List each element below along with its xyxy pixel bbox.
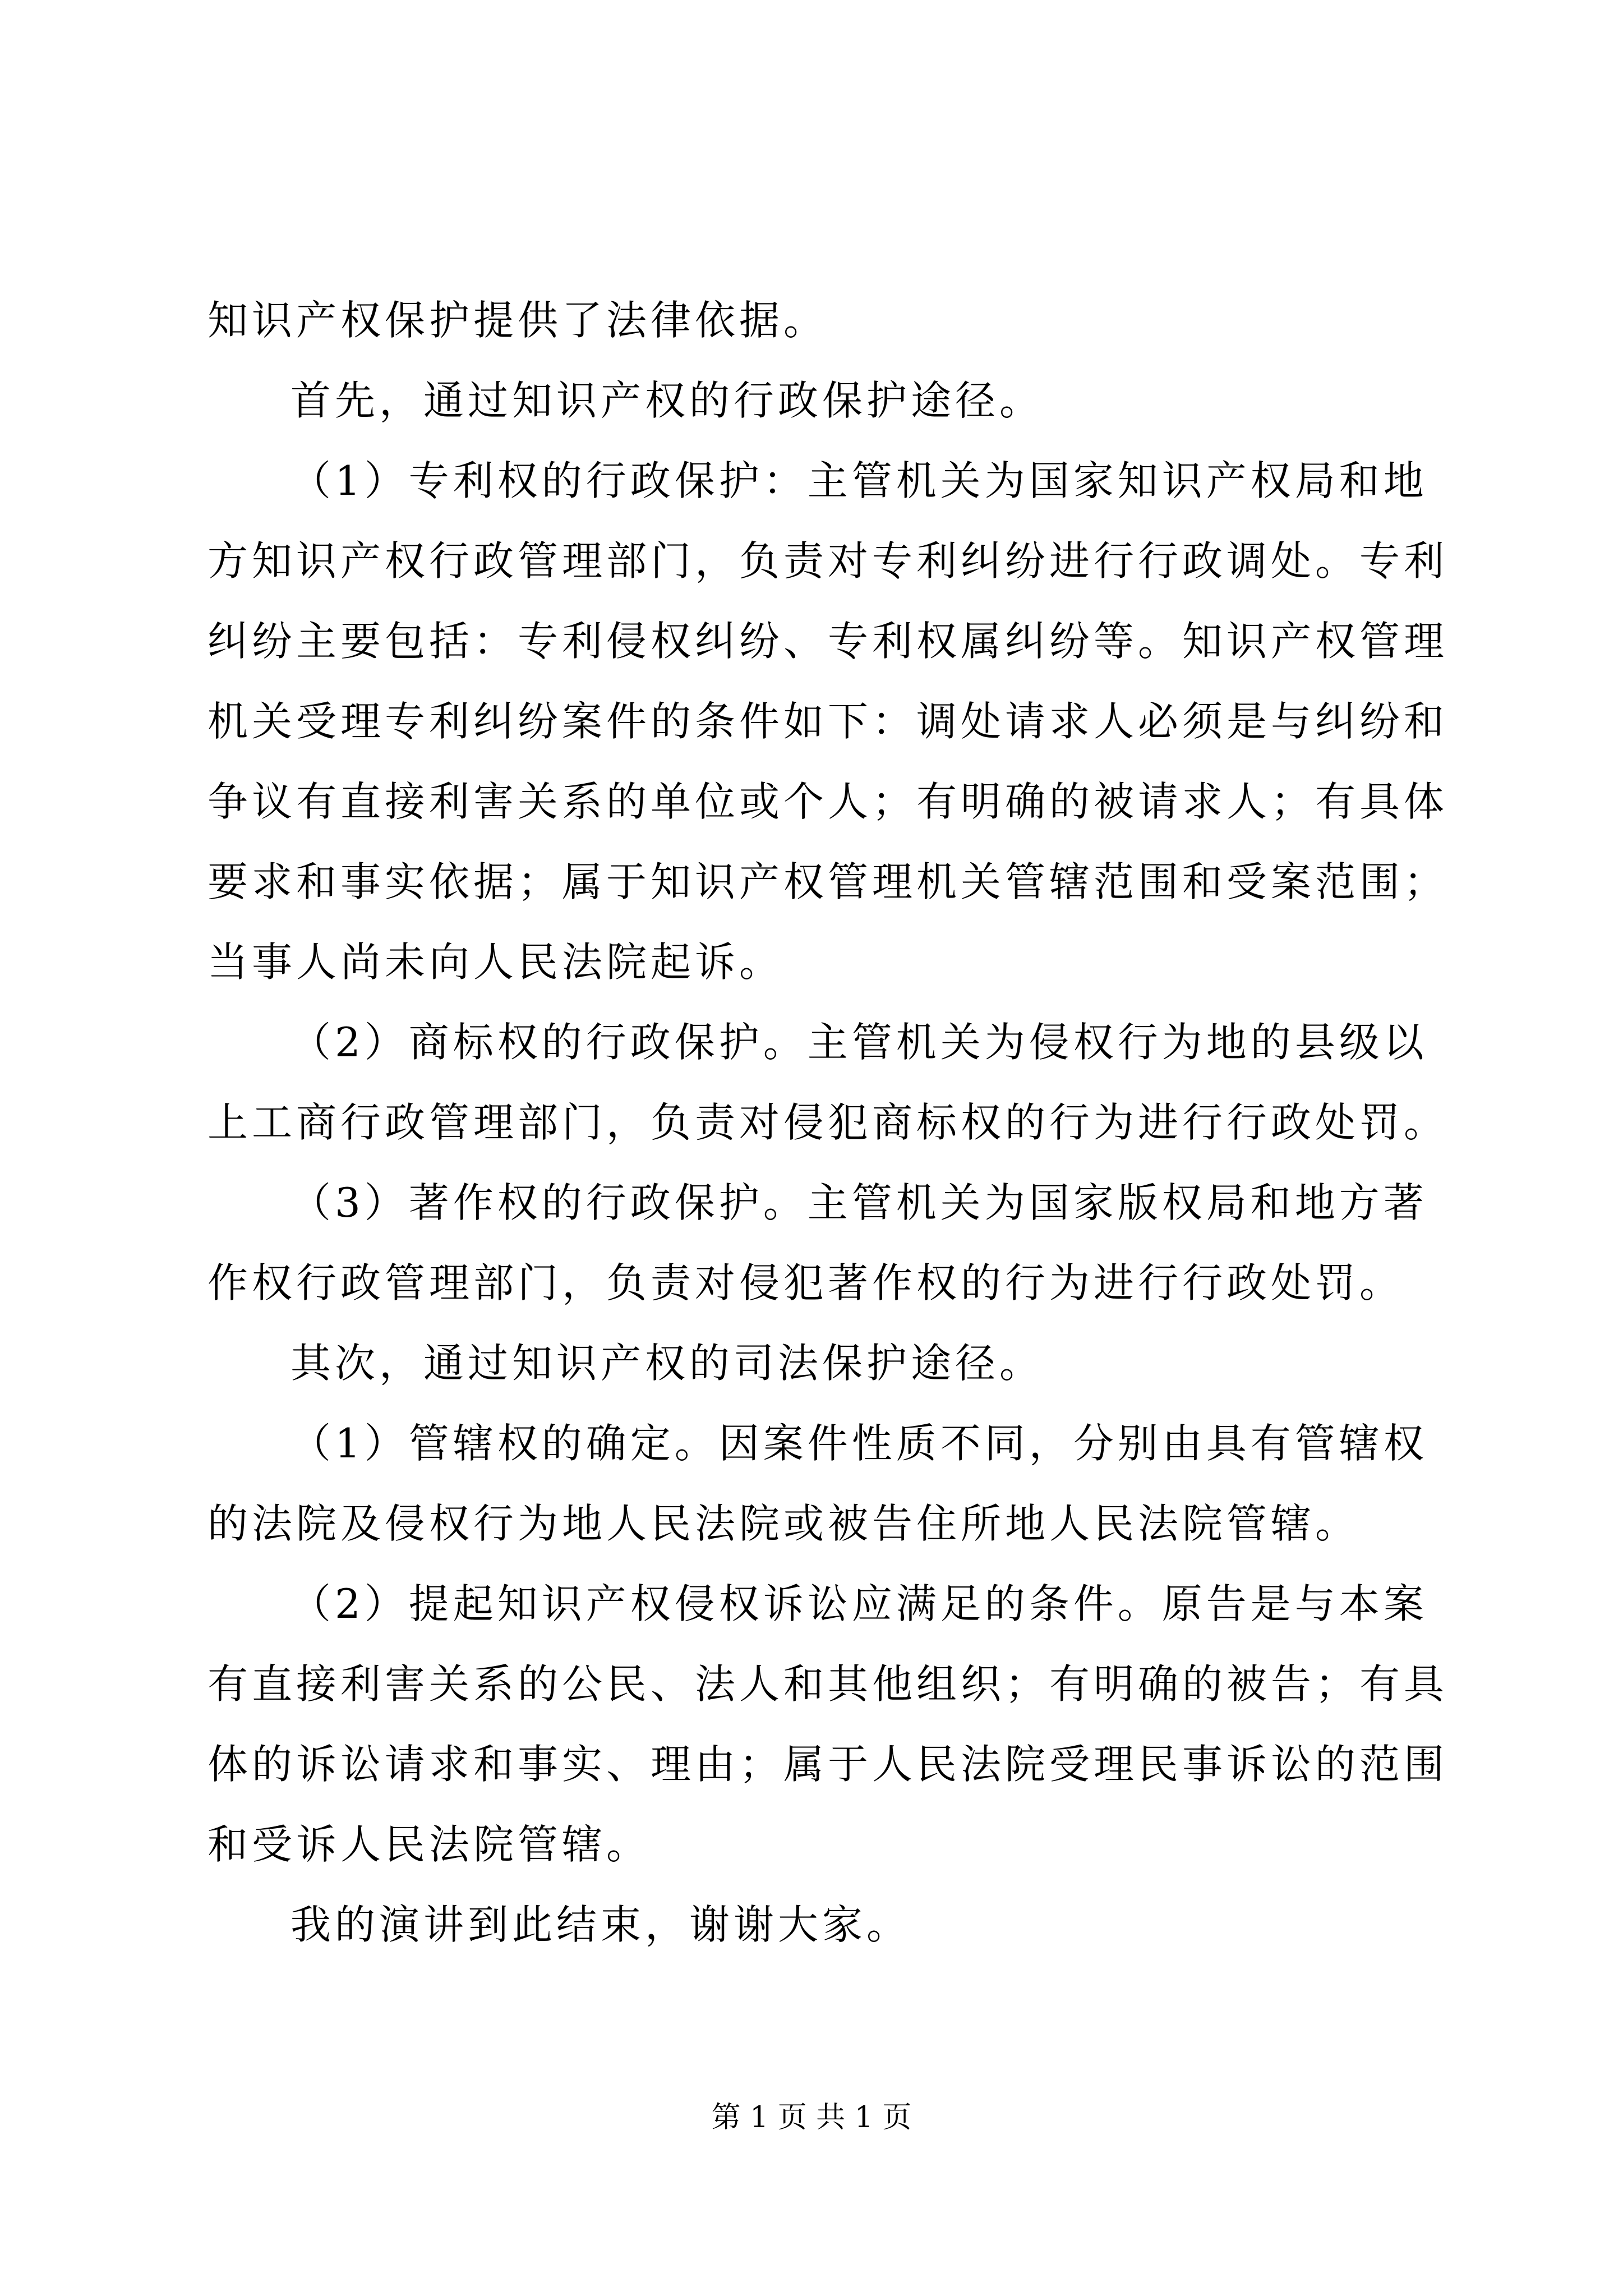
- body-line: 要求和事实依据；属于知识产权管理机关管辖范围和受案范围；: [208, 858, 1449, 905]
- body-line: 和受诉人民法院管辖。: [208, 1821, 651, 1868]
- body-line: 我的演讲到此结束，谢谢大家。: [291, 1901, 911, 1948]
- body-line: 体的诉讼请求和事实、理由；属于人民法院受理民事诉讼的范围: [208, 1741, 1449, 1788]
- body-line: 其次，通过知识产权的司法保护途径。: [291, 1340, 1044, 1387]
- body-line: 纠纷主要包括：专利侵权纠纷、专利权属纠纷等。知识产权管理: [208, 618, 1449, 665]
- body-line: （1）专利权的行政保护：主管机关为国家知识产权局和地: [291, 457, 1428, 504]
- document-body: [208, 280, 1449, 1965]
- body-line: （1）管辖权的确定。因案件性质不同，分别由具有管辖权: [291, 1420, 1428, 1467]
- body-line: 当事人尚未向人民法院起诉。: [208, 938, 784, 986]
- body-line: 知识产权保护提供了法律依据。: [208, 297, 828, 344]
- page-footer: [0, 2098, 1623, 2137]
- body-line: （3）著作权的行政保护。主管机关为国家版权局和地方著: [291, 1179, 1428, 1226]
- body-line: （2）商标权的行政保护。主管机关为侵权行为地的县级以: [291, 1019, 1428, 1066]
- body-line: 首先，通过知识产权的行政保护途径。: [291, 377, 1044, 424]
- page-number: 第 1 页 共 1 页: [711, 2101, 912, 2134]
- body-line: 上工商行政管理部门，负责对侵犯商标权的行为进行行政处罚。: [208, 1099, 1449, 1146]
- body-line: 争议有直接利害关系的单位或个人；有明确的被请求人；有具体: [208, 778, 1449, 825]
- body-line: 作权行政管理部门，负责对侵犯著作权的行为进行行政处罚。: [208, 1259, 1404, 1306]
- body-line: 的法院及侵权行为地人民法院或被告住所地人民法院管辖。: [208, 1500, 1360, 1547]
- body-line: 方知识产权行政管理部门，负责对专利纠纷进行行政调处。专利: [208, 537, 1449, 585]
- body-line: 机关受理专利纠纷案件的条件如下：调处请求人必须是与纠纷和: [208, 698, 1449, 745]
- body-line: 有直接利害关系的公民、法人和其他组织；有明确的被告；有具: [208, 1660, 1449, 1708]
- body-line: （2）提起知识产权侵权诉讼应满足的条件。原告是与本案: [291, 1580, 1428, 1627]
